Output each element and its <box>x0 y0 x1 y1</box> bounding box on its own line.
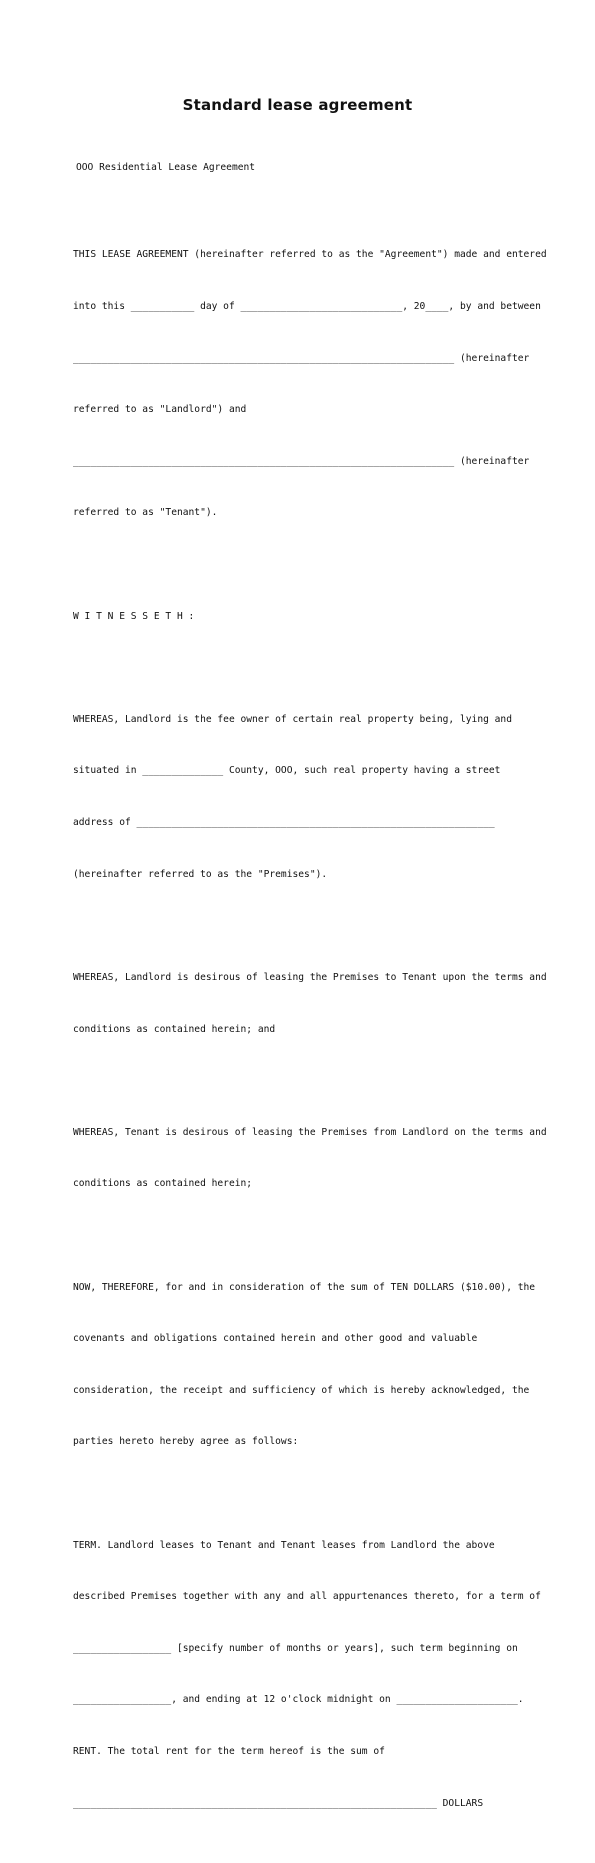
text-line: consideration, the receipt and sufficiency of which is hereby acknowledged, the <box>73 1384 530 1396</box>
paragraph-agreement-intro <box>73 212 547 556</box>
text-line: TERM. Landlord leases to Tenant and Tenant leases from Landlord the above <box>73 1539 495 1551</box>
text-line: __________________________________________________________________ (hereinafter <box>73 455 530 467</box>
paragraph-whereas-landlord <box>73 934 547 1072</box>
text-line: into this ___________ day of ____________________________, 20____, by and between <box>73 301 541 313</box>
text-line: conditions as contained herein; <box>73 1178 253 1190</box>
text-line: referred to as "Landlord") and <box>73 404 247 416</box>
text-line: W I T N E S S E T H : <box>73 610 195 622</box>
text-line: RENT. The total rent for the term hereof is the sum of <box>73 1745 385 1757</box>
text-line: WHEREAS, Landlord is desirous of leasing the Premises to Tenant upon the terms and <box>73 971 547 983</box>
text-line: NOW, THEREFORE, for and in consideration of the sum of TEN DOLLARS ($10.00), the <box>73 1281 536 1293</box>
paragraph-consideration <box>73 1244 536 1485</box>
text-line: conditions as contained herein; and <box>73 1023 276 1035</box>
text-line: parties hereto hereby agree as follows: <box>73 1436 299 1448</box>
text-line: (hereinafter referred to as the "Premises"). <box>73 868 328 880</box>
text-line: _________________, and ending at 12 o'clock midnight on _____________________. <box>73 1694 524 1706</box>
text-line: covenants and obligations contained herein and other good and valuable <box>73 1333 478 1345</box>
text-line: described Premises together with any and all appurtenances thereto, for a term of <box>73 1591 541 1603</box>
document-body <box>73 212 547 1863</box>
paragraph-whereas-tenant <box>73 1089 547 1227</box>
text-line: __________________________________________________________________ (hereinafter <box>73 352 530 364</box>
text-line: address of ______________________________________________________________ <box>73 817 495 829</box>
document-subtitle: OOO Residential Lease Agreement <box>76 162 256 173</box>
paragraph-term-rent <box>73 1502 541 1846</box>
text-line: THIS LEASE AGREEMENT (hereinafter referred to as the "Agreement") made and entered <box>73 249 547 261</box>
paragraph-witnesseth <box>73 573 525 659</box>
text-line: referred to as "Tenant"). <box>73 507 218 519</box>
paragraph-whereas-owner <box>73 676 525 917</box>
text-line: _______________________________________________________________ DOLLARS <box>73 1797 484 1809</box>
text-line: WHEREAS, Tenant is desirous of leasing the Premises from Landlord on the terms and <box>73 1126 547 1138</box>
text-line: situated in ______________ County, OOO, such real property having a street <box>73 765 501 777</box>
page-title: Standard lease agreement <box>182 96 413 114</box>
text-line: _________________ [specify number of months or years], such term beginning on <box>73 1642 518 1654</box>
text-line: WHEREAS, Landlord is the fee owner of certain real property being, lying and <box>73 713 512 725</box>
